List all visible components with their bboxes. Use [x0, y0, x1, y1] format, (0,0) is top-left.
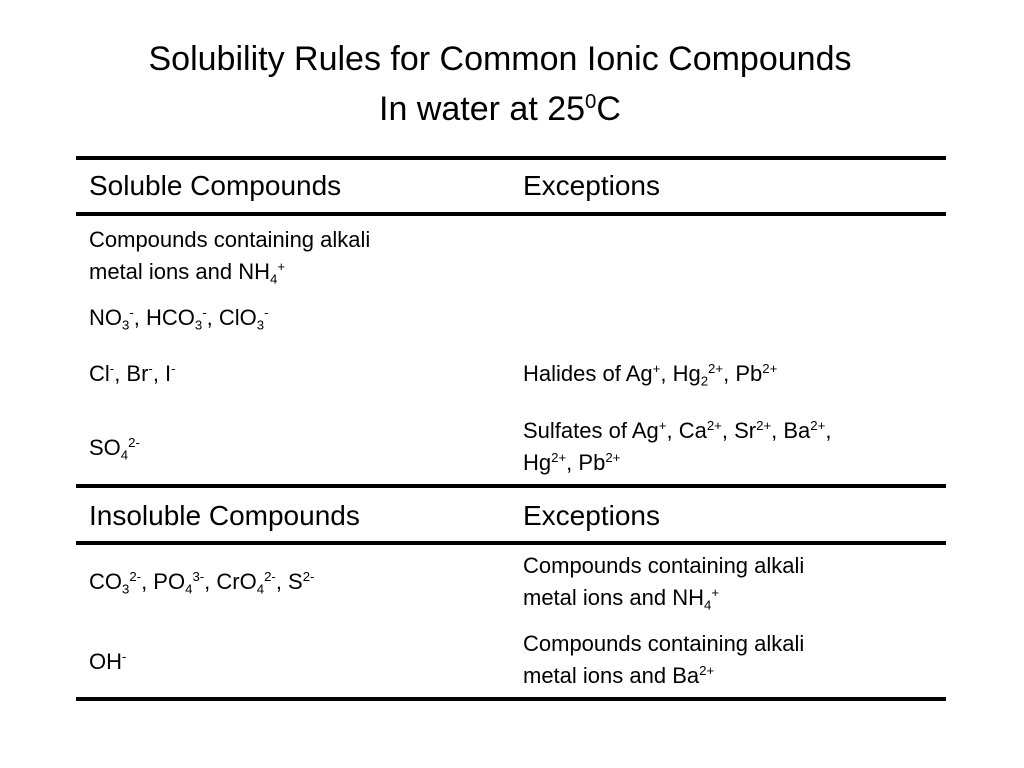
insoluble-row-1-exceptions: Compounds containing alkali metal ions and $NH_4^+$ — [523, 553, 805, 613]
soluble-exceptions-header: Exceptions — [523, 170, 660, 201]
section-divider-rule — [76, 484, 946, 488]
soluble-row-3-exceptions: Halides of Ag+, $Hg_2^{2+}$, $Pb^{2+}$ — [523, 361, 778, 389]
insoluble-header-rule — [76, 541, 946, 545]
soluble-row-4-compound: $SO_4^{2-}$ — [89, 435, 140, 463]
soluble-row-1-compound: Compounds containing alkali metal ions and $NH_4^+$ — [89, 227, 371, 287]
insoluble-row-2-compound: OH- — [89, 649, 127, 674]
soluble-header-rule — [76, 212, 946, 216]
soluble-row-3-compound: Cl-, Br-, I- — [89, 361, 176, 386]
soluble-compounds-header: Soluble Compounds — [89, 170, 342, 201]
page-title — [0, 34, 1000, 134]
title-line-2: In water at $25^0C$ — [379, 90, 621, 128]
insoluble-exceptions-header: Exceptions — [523, 500, 660, 531]
insoluble-row-2-exceptions: Compounds containing alkali metal ions and $Ba^{2+}$ — [523, 631, 805, 688]
soluble-row-4-exceptions: Sulfates of Ag+, $Ca^{2+}$, $Sr^{2+}$, $Ba^{2+}$, $Hg^{2+}$, $Pb^{2+}$ — [523, 418, 832, 475]
table-bottom-rule — [76, 697, 946, 701]
insoluble-row-1-compound: $CO_3^{2-}$, $PO_4^{3-}$, CrO$_4^{2-}$, $S^{2-}$ — [89, 569, 315, 597]
soluble-row-2-compound: $NO_3^-$, $HCO_3^-$, ClO$_3$- — [89, 305, 269, 333]
insoluble-compounds-header: Insoluble Compounds — [89, 500, 360, 531]
table-top-rule — [76, 156, 946, 160]
title-line-1: Solubility Rules for Common Ionic Compounds — [148, 40, 852, 78]
